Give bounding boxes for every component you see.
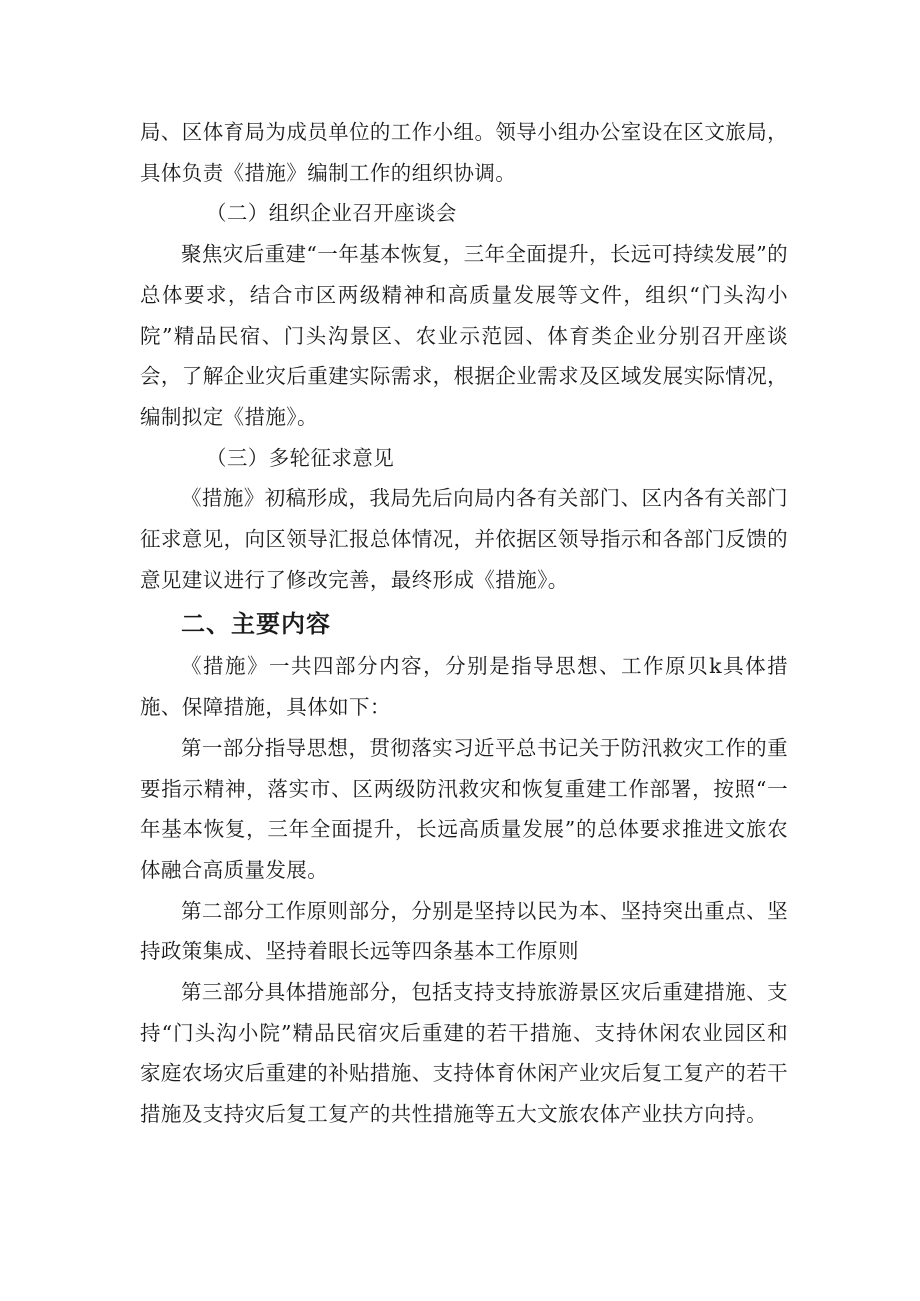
paragraph-part-1: 第一部分指导思想，贯彻落实习近平总书记关于防汛救灾工作的重要指示精神，落实市、区两级防汛救灾和恢复重建工作部署，按照“一年基本恢复，三年全面提升，长远高质量发展”的总体要求推进文旅农体融合高质量发展。: [140, 735, 788, 882]
section-heading-2: 二、主要内容: [181, 610, 331, 639]
subheading-2: （二）组织企业召开座谈会: [206, 201, 457, 226]
document-page: [140, 112, 788, 1135]
subheading-3: （三）多轮征求意见: [206, 445, 395, 470]
paragraph-subsection-3: 《措施》初稿形成，我局先后向局内各有关部门、区内各有关部门征求意见，向区领导汇报总体情况，并依据区领导指示和各部门反馈的意见建议进行了修改完善，最终形成《措施》。: [140, 486, 788, 592]
paragraph-subsection-2: 聚焦灾后重建“一年基本恢复，三年全面提升，长远可持续发展”的总体要求，结合市区两级精神和高质量发展等文件，组织“门头沟小院”精品民宿、门头沟景区、农业示范园、体育类企业分别召开座谈会，了解企业灾后重建实际需求，根据企业需求及区域发展实际情况，编制拟定《措施》。: [140, 242, 788, 429]
paragraph-part-3: 第三部分具体措施部分，包括支持支持旅游景区灾后重建措施、支持“门头沟小院”精品民宿灾后重建的若干措施、支持休闲农业园区和家庭农场灾后重建的补贴措施、支持体育休闲产业灾后复工复产的若干措施及支持灾后复工复产的共性措施等五大文旅农体产业扶方向持。: [140, 980, 788, 1127]
paragraph-intro: 《措施》一共四部分内容，分别是指导思想、工作原贝k具体措施、保障措施，具体如下：: [140, 654, 788, 720]
paragraph-continued: 局、区体育局为成员单位的工作小组。领导小组办公室设在区文旅局，具体负责《措施》编制工作的组织协调。: [140, 120, 788, 185]
paragraph-part-2: 第二部分工作原则部分，分别是坚持以民为本、坚持突出重点、坚持政策集成、坚持着眼长远等四条基本工作原则: [140, 898, 788, 964]
